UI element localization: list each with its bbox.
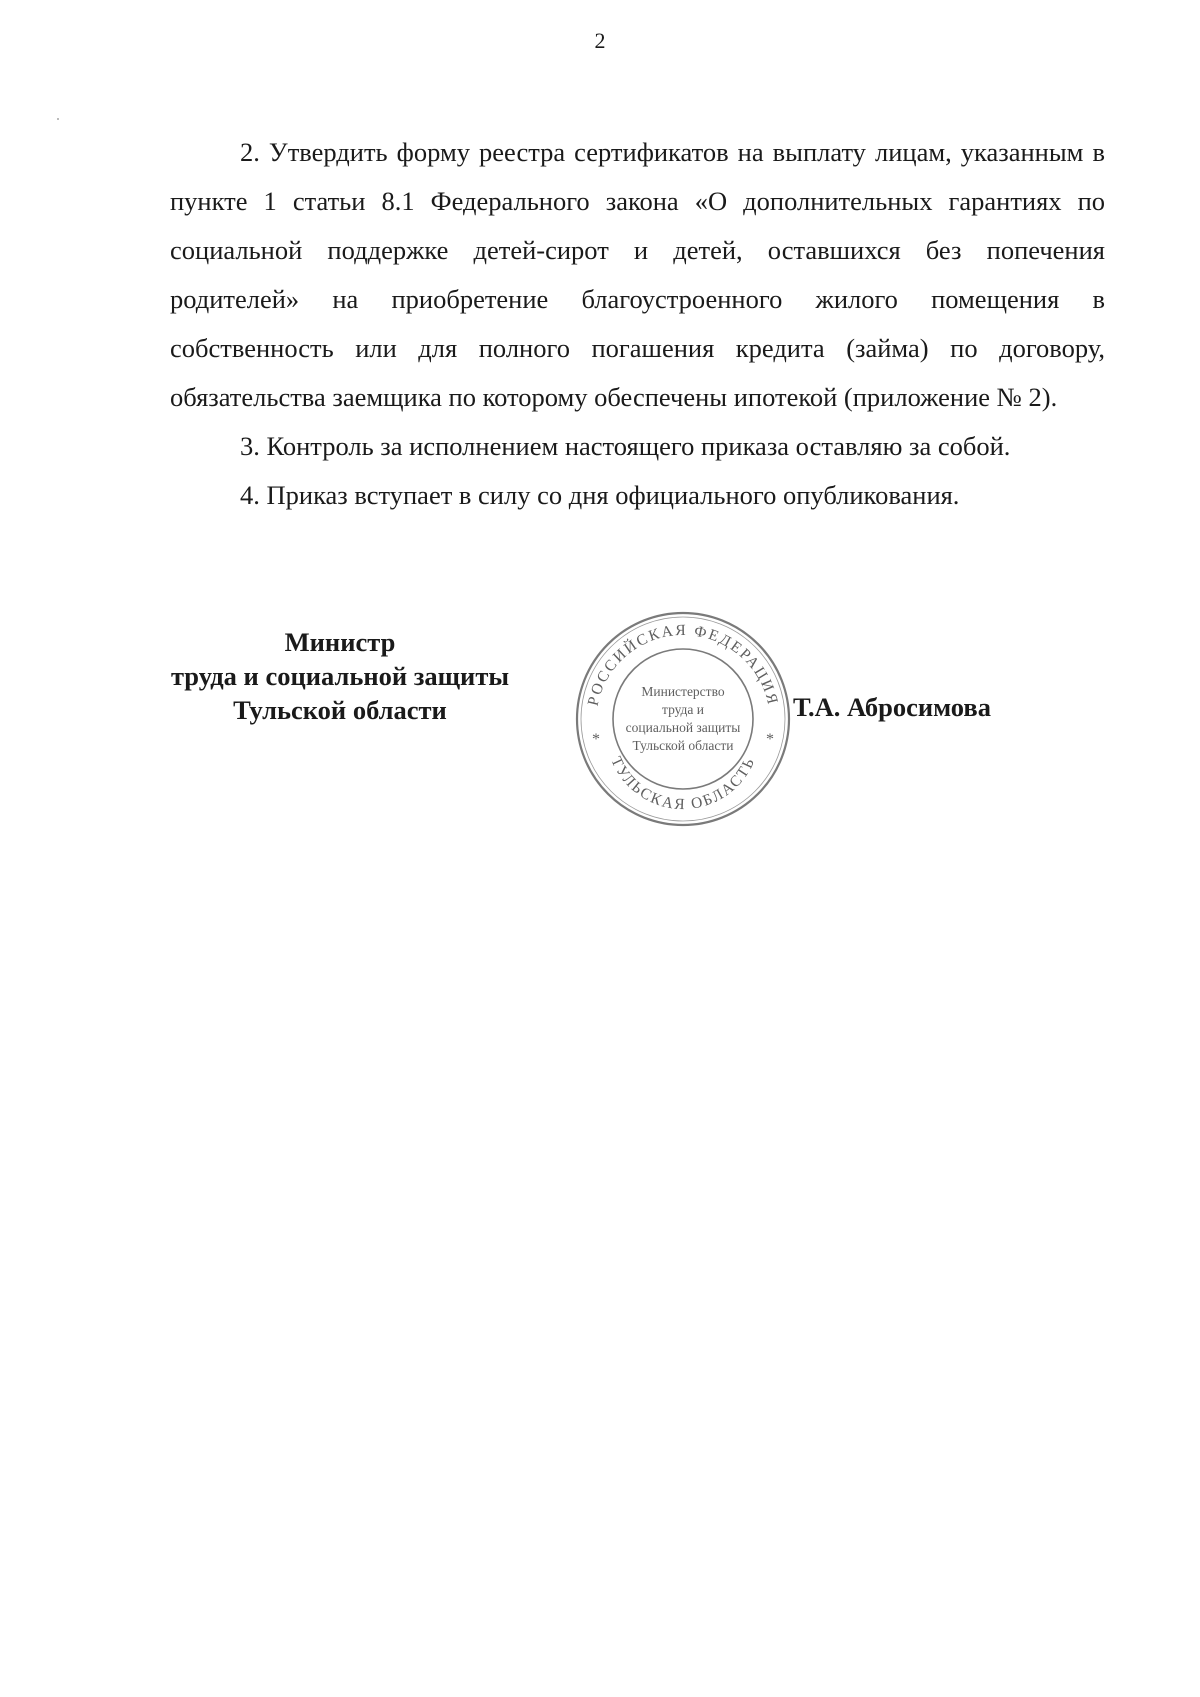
seal-star-left: * — [592, 731, 600, 748]
seal-center-line-3: социальной защиты — [625, 720, 741, 735]
seal-center-line-1: Министерство — [641, 684, 725, 699]
seal-outer-top-text: РОССИЙСКАЯ ФЕДЕРАЦИЯ — [584, 621, 782, 708]
seal-center-line-2: труда и — [662, 702, 704, 717]
scan-speck — [57, 118, 59, 120]
seal-outer-bottom-text: ТУЛЬСКАЯ ОБЛАСТЬ — [607, 754, 759, 814]
seal-center-line-4: Тульской области — [632, 738, 734, 753]
official-seal-stamp — [568, 604, 798, 834]
seal-icon — [568, 604, 798, 834]
document-body — [170, 128, 1105, 520]
paragraph-4: 4. Приказ вступает в силу со дня официального опубликования. — [240, 480, 960, 510]
signatory-title-line-1: Министр — [284, 627, 396, 657]
signatory-title-line-2: труда и социальной защиты — [170, 661, 510, 691]
page-number: 2 — [594, 28, 606, 53]
seal-star-right: * — [766, 731, 774, 748]
paragraph-2: 2. Утвердить форму реестра сертификатов на выплату лицам, указанным в пункте 1 статьи 8.1 Федерального закона «О дополнительных гарантиях по социальной поддержке детей-сирот и детей, оставшихся без попечения родителей» на приобретение благоустроенного жилого помещения в собственность или для полного погашения кредита (займа) по договору, обязательства заемщика по которому обеспечены ипотекой (приложение № 2). — [170, 137, 1105, 412]
signatory-name: Т.А. Абросимова — [793, 692, 991, 722]
signatory-title — [140, 625, 540, 727]
signatory-title-line-3: Тульской области — [233, 695, 447, 725]
paragraph-3: 3. Контроль за исполнением настоящего приказа оставляю за собой. — [240, 431, 1011, 461]
